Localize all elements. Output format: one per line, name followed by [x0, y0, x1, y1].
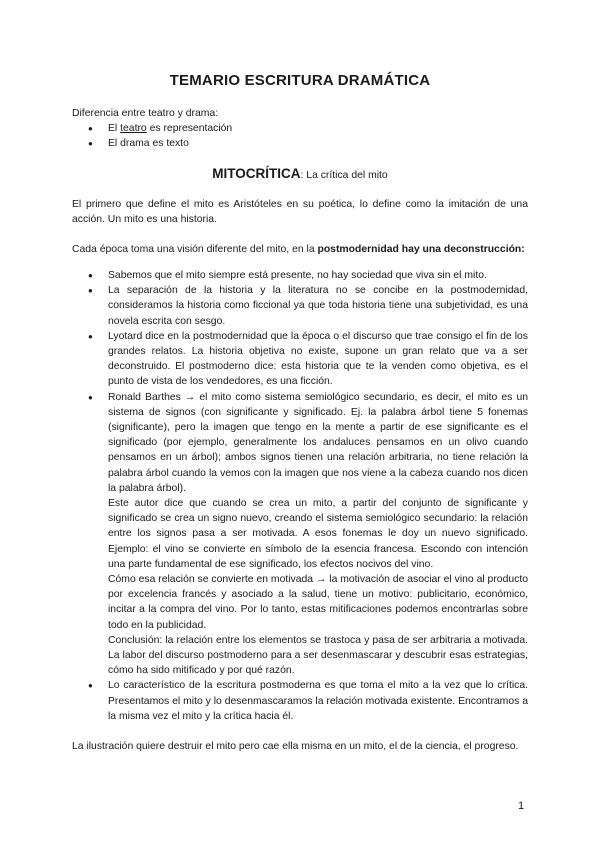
list-item: ● Sabemos que el mito siempre está presente, no hay sociedad que viva sin el mito.	[72, 268, 528, 283]
teatro-underlined: teatro	[120, 123, 147, 135]
intro-block	[72, 106, 528, 152]
section-title: MITOCRÍTICA	[212, 166, 301, 181]
para2-bold: postmodernidad hay una deconstrucción:	[317, 244, 525, 255]
barthes-paragraph-4: Conclusión: la relación entre los elementos se trastoca y pasa de ser arbitraria a motivada. La labor del discurso postmoderno para a ser desenmascarar y descubrir esas estrategias, cómo ha sido mitificado y por qué razón.	[108, 634, 528, 677]
list-item: ● El drama es texto	[72, 136, 528, 151]
section-subtitle: : La crítica del mito	[300, 170, 388, 181]
main-bullet-list	[72, 268, 528, 724]
paragraph-ilustracion: La ilustración quiere destruir el mito pero cae ella misma en un mito, el de la ciencia, el progreso.	[72, 741, 519, 752]
list-item: ● La separación de la historia y la literatura no se concibe en la postmodernidad, consideramos la historia como ficcional ya que toda historia tiene una subjetividad, es una novela escrita con sesgo.	[72, 283, 528, 329]
barthes-paragraph-3: Cómo esa relación se convierte en motivada → la motivación de asociar el vino al producto por excelencia francés y asociado a la salud, tiene un motivo: publicitario, económico, incitar a la compra del vino. Por lo tanto, estas mitificaciones podemos encontrarlas sobre todo en la publicidad.	[108, 574, 528, 631]
list-item: ● Lyotard dice en la postmodernidad que la época o el discurso que trae consigo el fin de los grandes relatos. La historia objetiva no existe, supone un gran relato que va a ser deconstruido. El postmoderno dice: esta historia que te la venden como objetiva, es el punto de vista de los vendedores, es una ficción.	[72, 329, 528, 390]
bullet1-pre: El	[108, 123, 121, 135]
para2-text: Cada época toma una visión diferente del mito, en la	[72, 244, 318, 255]
list-item: ● Lo característico de la escritura postmoderna es que toma el mito a la vez que lo crítica. Presentamos el mito y lo desenmascaramos la relación motivada existente. Encontramos a la misma vez el mito y la crítica hacia él.	[72, 678, 528, 724]
document-title: TEMARIO ESCRITURA DRAMÁTICA	[169, 72, 431, 89]
paragraph-aristoteles: El primero que define el mito es Aristóteles en su poética, lo define como la imitación de una acción. Un mito es una historia.	[72, 199, 528, 226]
list-item: ● Ronald Barthes → el mito como sistema semiológico secundario, es decir, el mito es un sistema de signos (con significante y significado. Ej. la palabra árbol tiene 5 fonemas (significante), pero la imagen que tengo en la mente a partir de ese significante es el significado (por ejemplo, generalmente los andaluces pensamos en un olivo cuando pensamos en un árbol); ambos signos tienen una relación arbitraria, no tiene relación la palabra árbol cuando la vemos con la imagen que nos viene a la cabeza cuando nos dicen la palabra árbol).	[72, 390, 528, 496]
barthes-paragraph-2: Este autor dice que cuando se crea un mito, a partir del conjunto de significante y significado se crea un signo nuevo, creando el sistema semiológico secundario: la relación entre los signos pasa a ser motivada. A esos fonemas le doy un nuevo significado. Ejemplo: el vino se convierte en símbolo de la esencia francesa. Escondo con intención una parte fundamental de ese significado, los efectos nocivos del vino.	[108, 498, 528, 570]
bullet1-post: es representación	[146, 123, 233, 135]
paragraph-postmodernidad	[72, 242, 528, 257]
page-number: 1	[518, 800, 525, 812]
intro-list	[72, 121, 528, 151]
section-heading	[0, 165, 600, 183]
list-item	[72, 121, 528, 136]
intro-lead: Diferencia entre teatro y drama:	[72, 108, 219, 119]
